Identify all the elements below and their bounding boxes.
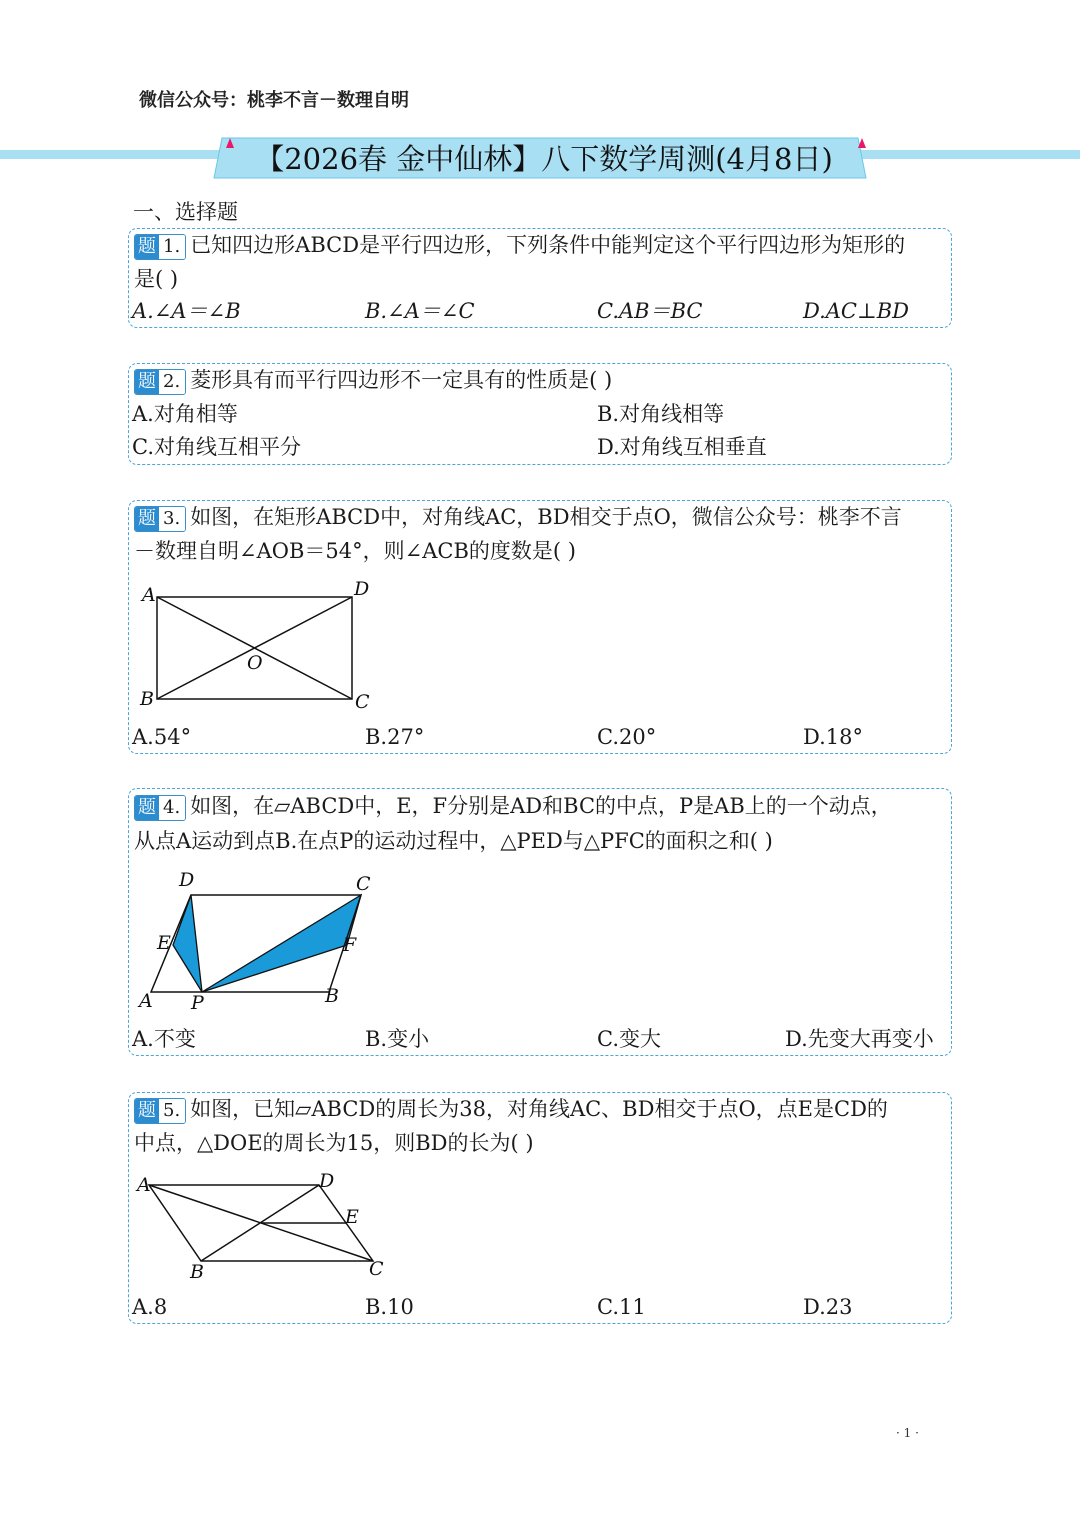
parallelogram-diagonals-figure: [129, 1093, 953, 1325]
question-2-box: [128, 363, 952, 465]
option-b[interactable]: B.10: [365, 1295, 414, 1319]
option-a[interactable]: A.54°: [132, 725, 192, 749]
label-a: A: [137, 1174, 151, 1196]
question-tag: [134, 234, 186, 260]
question-text-line: 如图，在▱ABCD中，E，F分别是AD和BC的中点，P是AB上的一个动点，: [190, 794, 892, 818]
option-c[interactable]: C.20°: [597, 725, 657, 749]
label-e: E: [345, 1206, 359, 1228]
option-b[interactable]: B.对角线相等: [597, 402, 725, 426]
option-a[interactable]: A.对角相等: [132, 402, 238, 426]
question-text-line: －数理自明∠AOB＝54°，则∠ACB的度数是( ): [134, 539, 576, 563]
option-c[interactable]: C.11: [597, 1295, 646, 1319]
question-3-box: [128, 500, 952, 754]
label-p: P: [191, 992, 204, 1014]
option-c[interactable]: C.对角线互相平分: [132, 435, 301, 459]
label-c: C: [356, 873, 371, 895]
option-d[interactable]: D.先变大再变小: [785, 1027, 934, 1051]
triangle-ped-shaded: [173, 895, 202, 992]
label-a: A: [142, 584, 156, 606]
question-1-box: [128, 228, 952, 328]
page-number: · 1 ·: [896, 1426, 919, 1440]
option-b[interactable]: B.27°: [365, 725, 425, 749]
option-a[interactable]: A.∠A＝∠B: [132, 299, 241, 323]
tag-icon: 题: [135, 1099, 159, 1123]
option-a[interactable]: A.8: [132, 1295, 168, 1319]
label-b: B: [140, 688, 154, 710]
question-text-line: 菱形具有而平行四边形不一定具有的性质是( ): [190, 368, 613, 392]
label-c: C: [355, 691, 370, 713]
question-tag: [134, 369, 186, 395]
rectangle-figure: [129, 501, 953, 755]
question-text-line: 如图，在矩形ABCD中，对角线AC，BD相交于点O，微信公众号：桃李不言: [190, 505, 902, 529]
label-a: A: [139, 990, 153, 1012]
tag-icon: 题: [135, 796, 159, 820]
option-d[interactable]: D.18°: [803, 725, 863, 749]
section-heading: 一、选择题: [133, 200, 238, 224]
tag-icon: 题: [135, 370, 159, 394]
question-text-line: 如图，已知▱ABCD的周长为38，对角线AC、BD相交于点O，点E是CD的: [190, 1097, 888, 1121]
parallelogram-figure: [129, 789, 953, 1057]
tag-icon: 题: [135, 235, 159, 259]
option-a[interactable]: A.不变: [132, 1027, 196, 1051]
label-d: D: [179, 869, 195, 891]
question-text-line: 从点A运动到点B.在点P的运动过程中，△PED与△PFC的面积之和( ): [134, 829, 773, 853]
triangle-pfc-shaded: [202, 895, 361, 992]
label-e: E: [157, 932, 171, 954]
option-c[interactable]: C.AB＝BC: [597, 299, 703, 323]
option-b[interactable]: B.变小: [365, 1027, 430, 1051]
question-4-box: [128, 788, 952, 1056]
option-d[interactable]: D.AC⊥BD: [803, 299, 910, 323]
tag-icon: 题: [135, 507, 159, 531]
question-number: 1.: [159, 235, 185, 259]
header-note: 微信公众号：桃李不言－数理自明: [139, 90, 409, 111]
label-b: B: [325, 985, 339, 1007]
question-number: 2.: [159, 370, 185, 394]
question-text-line: 中点，△DOE的周长为15，则BD的长为( ): [134, 1131, 534, 1155]
option-c[interactable]: C.变大: [597, 1027, 661, 1051]
label-b: B: [190, 1261, 204, 1283]
question-number: 3.: [159, 507, 185, 531]
question-number: 4.: [159, 796, 185, 820]
question-5-box: [128, 1092, 952, 1324]
question-number: 5.: [159, 1099, 185, 1123]
label-d: D: [354, 578, 370, 600]
option-d[interactable]: D.对角线互相垂直: [597, 435, 767, 459]
option-b[interactable]: B.∠A＝∠C: [365, 299, 475, 323]
option-d[interactable]: D.23: [803, 1295, 853, 1319]
question-text-line: 已知四边形ABCD是平行四边形，下列条件中能判定这个平行四边形为矩形的: [190, 233, 906, 257]
label-o: O: [247, 652, 263, 674]
label-c: C: [369, 1258, 384, 1280]
label-f: F: [343, 934, 357, 956]
question-text-line: 是( ): [134, 267, 179, 291]
label-d: D: [319, 1170, 335, 1192]
page-title: 【2026春 金中仙林】八下数学周测(4月8日): [255, 142, 833, 176]
